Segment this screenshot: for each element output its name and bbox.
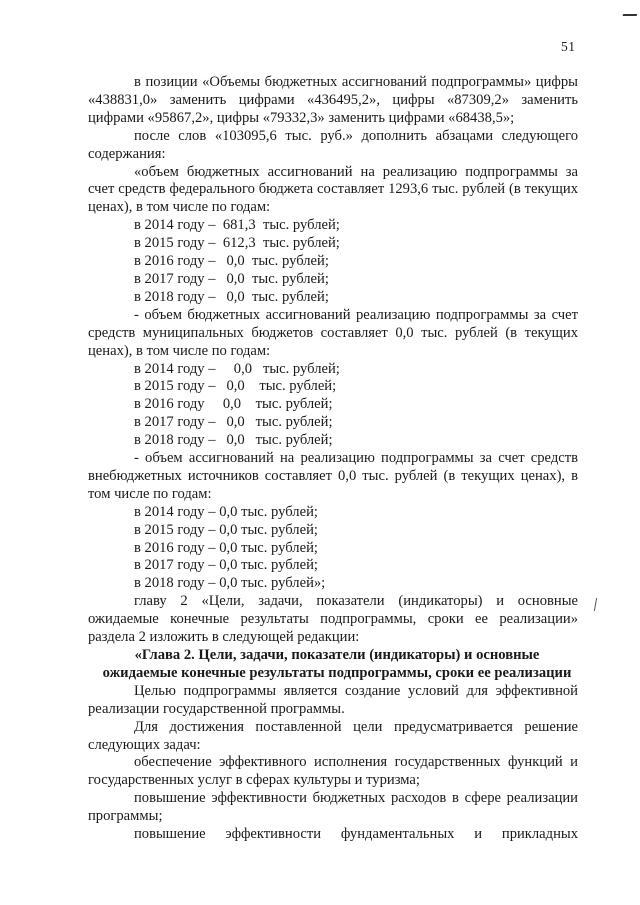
list-item: в 2018 году – 0,0 тыс. рублей;: [134, 432, 333, 449]
paragraph-task: повышение эффективности фундаментальных и прикладных: [134, 826, 578, 843]
paragraph-allocation-change: в позиции «Объемы бюджетных ассигнований подпрограммы» цифры «438831,0» заменить цифрами «436495,2», цифры «87309,2» заменить цифрами «95867,2», цифры «79332,3» заменить цифрами «68438,5»;: [88, 74, 578, 126]
list-item: в 2018 году – 0,0 тыс. рублей»;: [134, 575, 326, 592]
list-item: в 2015 году – 0,0 тыс. рублей;: [134, 521, 318, 538]
paragraph-municipal-budget: - объем бюджетных ассигнований реализацию подпрограммы за счет средств муниципальных бюджетов составляет 0,0 тыс. рублей (в текущих ценах), в том числе по годам:: [88, 306, 578, 359]
list-item: в 2015 году – 612,3 тыс. рублей;: [134, 235, 340, 252]
list-item: в 2018 году – 0,0 тыс. рублей;: [134, 288, 329, 305]
list-item: в 2016 году – 0,0 тыс. рублей;: [134, 539, 318, 556]
list-item: в 2017 году – 0,0 тыс. рублей;: [134, 414, 333, 431]
list-item: в 2014 году – 681,3 тыс. рублей;: [134, 217, 340, 234]
paragraph-tasks-intro: Для достижения поставленной цели предусматривается решение следующих задач:: [88, 718, 578, 753]
list-item: в 2017 году – 0,0 тыс. рублей;: [134, 270, 329, 287]
chapter-heading-line: «Глава 2. Цели, задачи, показатели (индикаторы) и основные: [134, 647, 540, 663]
list-item: в 2014 году – 0,0 тыс. рублей;: [134, 360, 340, 377]
chapter-heading: [88, 647, 578, 683]
paragraph-chapter-instruction: главу 2 «Цели, задачи, показатели (индикаторы) и основные ожидаемые конечные результаты подпрограммы, сроки ее реализации» раздела 2 изложить в следующей редакции:: [88, 593, 578, 646]
paragraph-task: обеспечение эффективного исполнения государственных функций и государственных услуг в сферах культуры и туризма;: [88, 754, 578, 789]
list-item: в 2017 году – 0,0 тыс. рублей;: [134, 557, 318, 574]
list-item: в 2016 году 0,0 тыс. рублей;: [134, 396, 333, 413]
paragraph-task: повышение эффективности бюджетных расходов в сфере реализации программы;: [88, 790, 578, 825]
document-body: [88, 74, 578, 844]
chapter-heading-line: ожидаемые конечные результаты подпрограммы, сроки ее реализации: [102, 664, 572, 681]
list-item: в 2015 году – 0,0 тыс. рублей;: [134, 378, 337, 395]
paragraph-offbudget-sources: - объем ассигнований на реализацию подпрограммы за счет средств внебюджетных источников составляет 0,0 тыс. рублей (в текущих ценах), в том числе по годам:: [88, 450, 578, 502]
list-item: в 2016 году – 0,0 тыс. рублей;: [134, 253, 329, 270]
scan-mark: [621, 14, 638, 21]
paragraph-add-after: после слов «103095,6 тыс. руб.» дополнить абзацами следующего содержания:: [88, 127, 578, 162]
page-number: 51: [561, 39, 576, 54]
paragraph-federal-budget: «объем бюджетных ассигнований на реализацию подпрограммы за счет средств федерального бюджета составляет 1293,6 тыс. рублей (в текущих ценах), в том числе по годам:: [88, 163, 578, 216]
paragraph-goal: Целью подпрограммы является создание условий для эффективной реализации государственной программы.: [88, 682, 578, 717]
scan-mark: [594, 598, 597, 611]
list-item: в 2014 году – 0,0 тыс. рублей;: [134, 503, 318, 520]
